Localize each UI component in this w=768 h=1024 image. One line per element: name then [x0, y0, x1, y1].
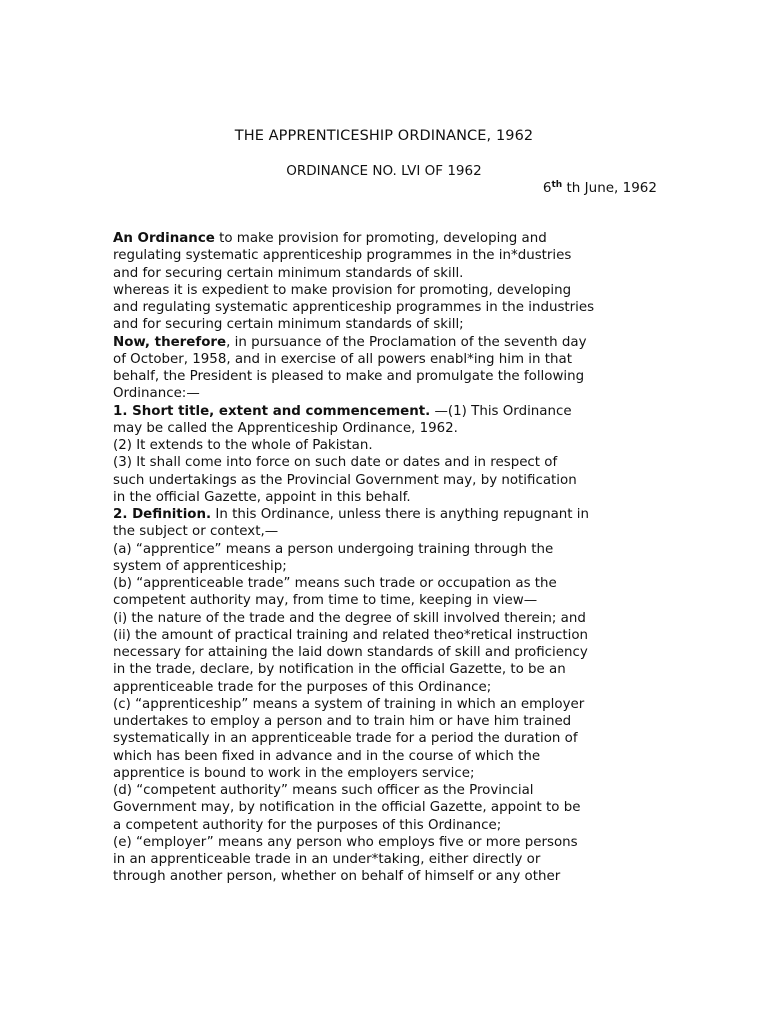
line-text: In this Ordinance, unless there is anything repugnant in: [211, 507, 590, 522]
document-title: THE APPRENTICESHIP ORDINANCE, 1962: [234, 128, 534, 144]
section-1-heading-line: [113, 403, 673, 420]
bold-heading: 1. Short title, extent and commencement.: [113, 403, 431, 419]
text-line: and for securing certain minimum standards of skill.: [113, 265, 464, 281]
text-line: (3) It shall come into force on such date or dates and in respect of: [113, 455, 558, 471]
text-line: [113, 334, 673, 351]
text-line: of October, 1958, and in exercise of all powers enabl*ing him in that: [113, 351, 572, 367]
text-line: apprentice is bound to work in the employers service;: [113, 765, 475, 781]
text-line: [113, 230, 673, 247]
text-line: and for securing certain minimum standards of skill;: [113, 317, 464, 333]
text-line: Ordinance:—: [113, 386, 200, 402]
text-line: a competent authority for the purposes of this Ordinance;: [113, 817, 502, 833]
bold-heading: 2. Definition.: [113, 507, 212, 522]
ordinance-number: ORDINANCE NO. LVI OF 1962: [286, 163, 482, 179]
text-line: undertakes to employ a person and to train him or have him trained: [113, 714, 572, 729]
text-line: which has been fixed in advance and in the course of which the: [113, 748, 541, 764]
text-line: (d) “competent authority” means such officer as the Provincial: [113, 783, 534, 798]
text-line: through another person, whether on behalf of himself or any other: [113, 869, 561, 885]
bold-heading: Now, therefore: [113, 334, 227, 350]
text-line: in an apprenticeable trade in an under*taking, either directly or: [113, 852, 541, 867]
text-line: (b) “apprenticeable trade” means such trade or occupation as the: [113, 576, 557, 591]
line-text: , in pursuance of the Proclamation of the seventh day: [226, 334, 587, 350]
bold-heading: An Ordinance: [113, 231, 215, 246]
text-line: regulating systematic apprenticeship programmes in the in*dustries: [113, 248, 572, 264]
text-line: and regulating systematic apprenticeship programmes in the industries: [113, 300, 595, 315]
text-line: (c) “apprenticeship” means a system of training in which an employer: [113, 696, 585, 712]
line-text: to make provision for promoting, developing and: [214, 231, 547, 246]
text-line: system of apprenticeship;: [113, 558, 287, 574]
text-line: may be called the Apprenticeship Ordinance, 1962.: [113, 420, 458, 436]
text-line: (a) “apprentice” means a person undergoing training through the: [113, 541, 554, 557]
text-line: the subject or context,—: [113, 524, 279, 540]
text-line: (2) It extends to the whole of Pakistan.: [113, 438, 373, 453]
text-line: in the official Gazette, appoint in this behalf.: [113, 489, 411, 505]
text-line: apprenticeable trade for the purposes of this Ordinance;: [113, 679, 492, 695]
date-day: 6: [542, 180, 552, 196]
ordinance-date: [543, 180, 657, 196]
text-line: such undertakings as the Provincial Government may, by notification: [113, 472, 577, 488]
document-body: [113, 230, 673, 886]
date-rest: th June, 1962: [562, 180, 657, 196]
text-line: in the trade, declare, by notification in the official Gazette, to be an: [113, 662, 566, 678]
text-line: (ii) the amount of practical training and related theo*retical instruction: [113, 627, 589, 643]
text-line: systematically in an apprenticeable trade for a period the duration of: [113, 731, 578, 747]
text-line: (i) the nature of the trade and the degree of skill involved therein; and: [113, 610, 586, 626]
text-line: (e) “employer” means any person who employs five or more persons: [113, 834, 578, 850]
text-line: competent authority may, from time to time, keeping in view—: [113, 593, 538, 609]
text-line: whereas it is expedient to make provision for promoting, developing: [113, 282, 572, 298]
section-2-heading-line: [113, 506, 673, 523]
date-superscript: th: [551, 180, 563, 190]
text-line: Government may, by notification in the official Gazette, appoint to be: [113, 800, 581, 816]
text-line: necessary for attaining the laid down standards of skill and proficiency: [113, 645, 588, 660]
line-text: —(1) This Ordinance: [430, 403, 572, 419]
text-line: behalf, the President is pleased to make and promulgate the following: [113, 369, 585, 384]
